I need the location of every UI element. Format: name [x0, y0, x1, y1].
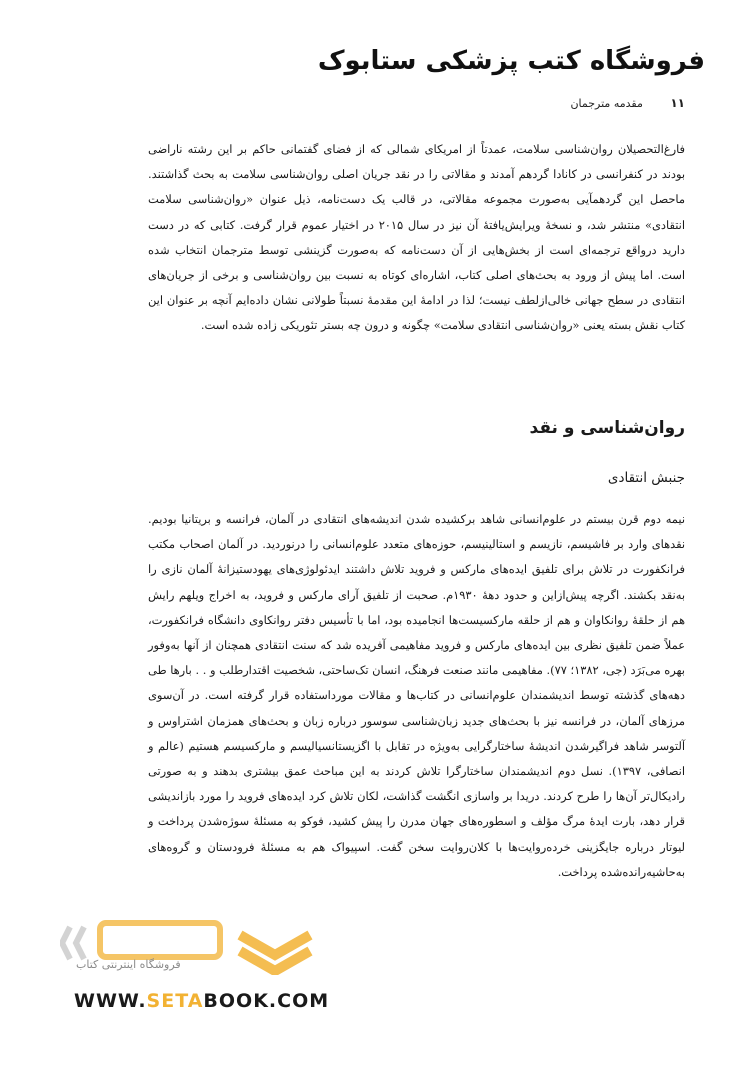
running-header — [300, 96, 685, 110]
site-banner-title: فروشگاه کتب پزشکی ستابوک — [317, 46, 705, 76]
store-url[interactable] — [74, 990, 329, 1012]
page-number: ۱۱ — [670, 96, 685, 110]
url-prefix: WWW. — [74, 990, 147, 1012]
section-title: مقدمه مترجمان — [570, 97, 643, 110]
store-tagline: فروشگاه اینترنتی کتاب — [76, 958, 181, 971]
url-suffix: BOOK.COM — [203, 990, 330, 1012]
url-accent: SETA — [146, 990, 204, 1012]
paragraph-critical-movement: نیمه دوم قرن بیستم در علوم‌انسانی شاهد برکشیده شدن اندیشه‌های انتقادی در آلمان، فرانسه و بریتانیا بودیم. نقدهای وارد بر فاشیسم، نازیسم و استالینیسم، حوزه‌های متعدد علوم‌انسانی را درنوردید. در آلمان اصحاب مکتب فرانکفورت در تلاش برای تلفیق ایده‌های مارکس و فروید تلاش داشتند ایدئولوژی‌های یهودستیزانهٔ آلمان نازی را به‌نقد بکشند. اگرچه پیش‌ازاین و حدود دههٔ ۱۹۳۰م. صحبت از تلفیق آرای مارکس و فروید، به اخراج ویلهم رایش هم از حلقهٔ روانکاوان و هم از حلقه مارکسیست‌ها انجامیده بود، اما با تأسیس دفتر روانکاوی دانشگاه فرانکفورت، عملاً ضمن تلفیق نظری بین ایده‌های مارکس و فروید مفاهیمی آفریده شد که سنت انتقادی همچنان از آنها به‌وفور بهره می‌بَرَد (جی، ۱۳۸۲؛ ۷۷). مفاهیمی مانند صنعت فرهنگ، انسان تک‌ساحتی، شخصیت اقتدارطلب و . . بارها طی دهه‌های گذشته توسط اندیشمندان علوم‌انسانی در کتاب‌ها و مقالات مورداستفاده قرار گرفته است. در آن‌سوی مرزهای آلمان، در فرانسه نیز با بحث‌های جدید زبان‌شناسی سوسور درباره زبان و بحث‌های همزمان اشتراوس و آلتوسر شاهد فراگیرشدن اندیشهٔ ساختارگرایی به‌ویژه در تقابل با اگزیستانسیالیسم و مارکسیسم هستیم (عالم و انصافی، ۱۳۹۷). نسل دوم اندیشمندان ساختارگرا تلاش کردند به این مباحث عمق بیشتری بدهند و به صورتی رادیکال‌تر آن‌ها را طرح کردند. دریدا بر واسازی انگشت گذاشت، لکان تلاش کرد ایده‌های فروید را مورد بازاندیشی قرار دهد، بارت ایدهٔ مرگ مؤلف و اسطوره‌های جهان مدرن را پیش کشید، فوکو به مسئلهٔ سوژه‌شدن پرداخت و لیوتار درباره جایگزینی خرده‌روایت‌ها با کلان‌روایت سخن گفت. اسپیواک هم به مسئلهٔ فرودستان و گروه‌های به‌حاشیه‌رانده‌شده پرداخت. — [148, 512, 685, 879]
subheading-critical-movement: جنبش انتقادی — [607, 470, 685, 486]
heading-psychology-and-critique: روان‌شناسی و نقد — [529, 418, 685, 438]
paragraph-intro: فارغ‌التحصیلان روان‌شناسی سلامت، عمدتاً از امریکای شمالی که از فضای گفتمانی حاکم بر این رشته ناراضی بودند در کنفرانسی در کانادا گردهم آمدند و مقالاتی را در نقد جریان اصلی روان‌شناسی سلامت به بحث گذاشتند. ماحصل این گردهمآیی به‌صورت مجموعه مقالاتی، در قالب یک دست‌نامه، ذیل عنوان «روان‌شناسی سلامت انتقادی» منتشر شد، و نسخهٔ ویرایش‌یافتهٔ آن نیز در سال ۲۰۱۵ در اختیار عموم قرار گرفت. کتابی که در دست دارید درواقع ترجمه‌ای است از بخش‌هایی از آن دست‌نامه که به‌صورت گزینشی توسط مترجمان انتخاب شده است. اما پیش از ورود به بحث‌های اصلی کتاب، اشاره‌ای کوتاه به نسبت بین روان‌شناسی و برخی از جریان‌های انتقادی در سطح جهانی خالی‌ازلطف نیست؛ لذا در ادامهٔ این مقدمهٔ نسبتاً طولانی نشان داده‌ایم آنچه بر عنوان این کتاب نقش بسته یعنی «روان‌شناسی انتقادی سلامت» چگونه و درون چه بستر تئوریکی زاده شده است. — [148, 142, 685, 333]
